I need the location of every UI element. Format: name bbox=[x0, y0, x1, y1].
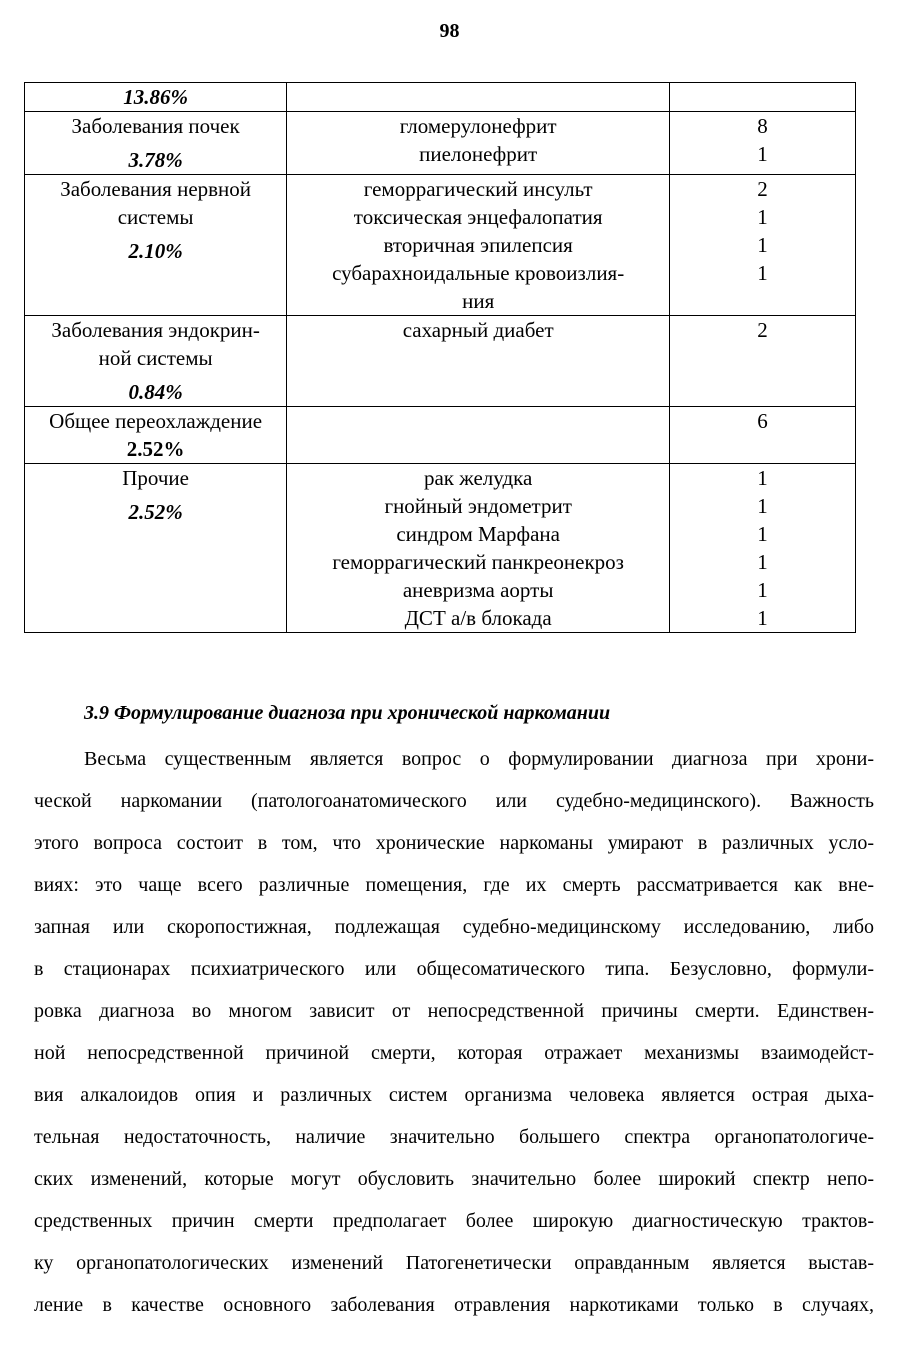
table-row bbox=[25, 83, 856, 112]
table-row bbox=[25, 407, 856, 464]
paragraph-line: в стационарах психиатрического или общесоматического типа. Безусловно, формули- bbox=[34, 958, 874, 980]
category-percent: 13.86% bbox=[123, 85, 188, 109]
diagnosis-cell bbox=[287, 175, 670, 316]
case-count: 1 bbox=[757, 522, 768, 546]
category-cell bbox=[25, 83, 287, 112]
category-name: Прочие bbox=[122, 466, 189, 490]
case-count: 8 bbox=[757, 114, 768, 138]
case-count: 2 bbox=[757, 177, 768, 201]
diagnosis-item: токсическая энцефалопатия bbox=[353, 205, 603, 229]
case-count: 1 bbox=[757, 494, 768, 518]
category-name: Заболевания нервной bbox=[60, 177, 252, 201]
case-count: 1 bbox=[757, 606, 768, 630]
diagnosis-item: геморрагический инсульт bbox=[363, 177, 593, 201]
category-cell bbox=[25, 464, 287, 633]
paragraph-line: вия алкалоидов опия и различных систем организма человека является острая дыха- bbox=[34, 1084, 874, 1106]
count-cell bbox=[670, 316, 856, 407]
diagnosis-cell bbox=[287, 407, 670, 464]
diagnosis-item: сахарный диабет bbox=[402, 318, 554, 342]
category-name: Заболевания эндокрин- bbox=[51, 318, 260, 342]
diagnosis-item: вторичная эпилепсия bbox=[383, 233, 573, 257]
diagnosis-item: ДСТ а/в блокада bbox=[404, 606, 552, 630]
table-row bbox=[25, 112, 856, 175]
paragraph-line: этого вопроса состоит в том, что хронические наркоманы умирают в различных усло- bbox=[34, 832, 874, 854]
category-name: Общее переохлаждение bbox=[49, 409, 263, 433]
category-percent: 2.52% bbox=[126, 437, 185, 461]
paragraph-line: Весьма существенным является вопрос о формулировании диагноза при хрони- bbox=[84, 748, 874, 770]
case-count: 1 bbox=[757, 205, 768, 229]
category-name: ной системы bbox=[98, 346, 213, 370]
diagnosis-item: гнойный эндометрит bbox=[384, 494, 572, 518]
paragraph-line: виях: это чаще всего различные помещения, где их смерть рассматривается как вне- bbox=[34, 874, 874, 896]
case-count: 6 bbox=[757, 409, 768, 433]
category-cell bbox=[25, 112, 287, 175]
section-heading: 3.9 Формулирование диагноза при хронической наркомании bbox=[84, 702, 611, 724]
section-body-text bbox=[34, 738, 874, 1326]
category-percent: 0.84% bbox=[128, 380, 183, 404]
paragraph-line: тельная недостаточность, наличие значительно большего спектра органопатологиче- bbox=[34, 1126, 874, 1148]
case-count: 1 bbox=[757, 142, 768, 166]
count-cell bbox=[670, 175, 856, 316]
table-row bbox=[25, 464, 856, 633]
diagnosis-item: синдром Марфана bbox=[396, 522, 560, 546]
count-cell bbox=[670, 83, 856, 112]
diagnosis-item: гломерулонефрит bbox=[399, 114, 557, 138]
page-number: 98 bbox=[439, 20, 460, 42]
paragraph-line: запная или скоропостижная, подлежащая судебно-медицинскому исследованию, либо bbox=[34, 916, 874, 938]
count-cell bbox=[670, 407, 856, 464]
paragraph-line: ление в качестве основного заболевания отравления наркотиками только в случаях, bbox=[34, 1294, 874, 1316]
diagnosis-item: геморрагический панкреонекроз bbox=[332, 550, 624, 574]
category-percent: 2.10% bbox=[128, 239, 183, 263]
category-cell bbox=[25, 175, 287, 316]
paragraph-line: ских изменений, которые могут обусловить значительно более широкий спектр непо- bbox=[34, 1168, 874, 1190]
table-row bbox=[25, 316, 856, 407]
diagnosis-item: субарахноидальные кровоизлия- bbox=[332, 261, 625, 285]
case-count: 1 bbox=[757, 550, 768, 574]
paragraph-line: ку органопатологических изменений Патогенетически оправданным является выстав- bbox=[34, 1252, 874, 1274]
count-cell bbox=[670, 464, 856, 633]
case-count: 1 bbox=[757, 578, 768, 602]
paragraph-line: средственных причин смерти предполагает более широкую диагностическую трактов- bbox=[34, 1210, 874, 1232]
paragraph-line: ровка диагноза во многом зависит от непосредственной причины смерти. Единствен- bbox=[34, 1000, 874, 1022]
table-row bbox=[25, 175, 856, 316]
category-percent: 3.78% bbox=[128, 148, 183, 172]
category-cell bbox=[25, 407, 287, 464]
category-cell bbox=[25, 316, 287, 407]
diagnosis-cell bbox=[287, 464, 670, 633]
diagnosis-item: пиелонефрит bbox=[419, 142, 538, 166]
paragraph-line: ной непосредственной причиной смерти, которая отражает механизмы взаимодейст- bbox=[34, 1042, 874, 1064]
diagnosis-cell bbox=[287, 316, 670, 407]
category-name: системы bbox=[117, 205, 194, 229]
category-name: Заболевания почек bbox=[71, 114, 240, 138]
case-count: 1 bbox=[757, 261, 768, 285]
category-percent: 2.52% bbox=[128, 500, 183, 524]
case-count: 1 bbox=[757, 466, 768, 490]
paragraph-line: ческой наркомании (патологоанатомического или судебно-медицинского). Важность bbox=[34, 790, 874, 812]
diagnosis-item: рак желудка bbox=[423, 466, 533, 490]
diagnosis-cell bbox=[287, 83, 670, 112]
count-cell bbox=[670, 112, 856, 175]
diagnosis-item: аневризма аорты bbox=[402, 578, 554, 602]
case-count: 1 bbox=[757, 233, 768, 257]
diagnosis-cell bbox=[287, 112, 670, 175]
disease-statistics-table bbox=[24, 82, 856, 633]
case-count: 2 bbox=[757, 318, 768, 342]
diagnosis-item: ния bbox=[462, 289, 495, 313]
